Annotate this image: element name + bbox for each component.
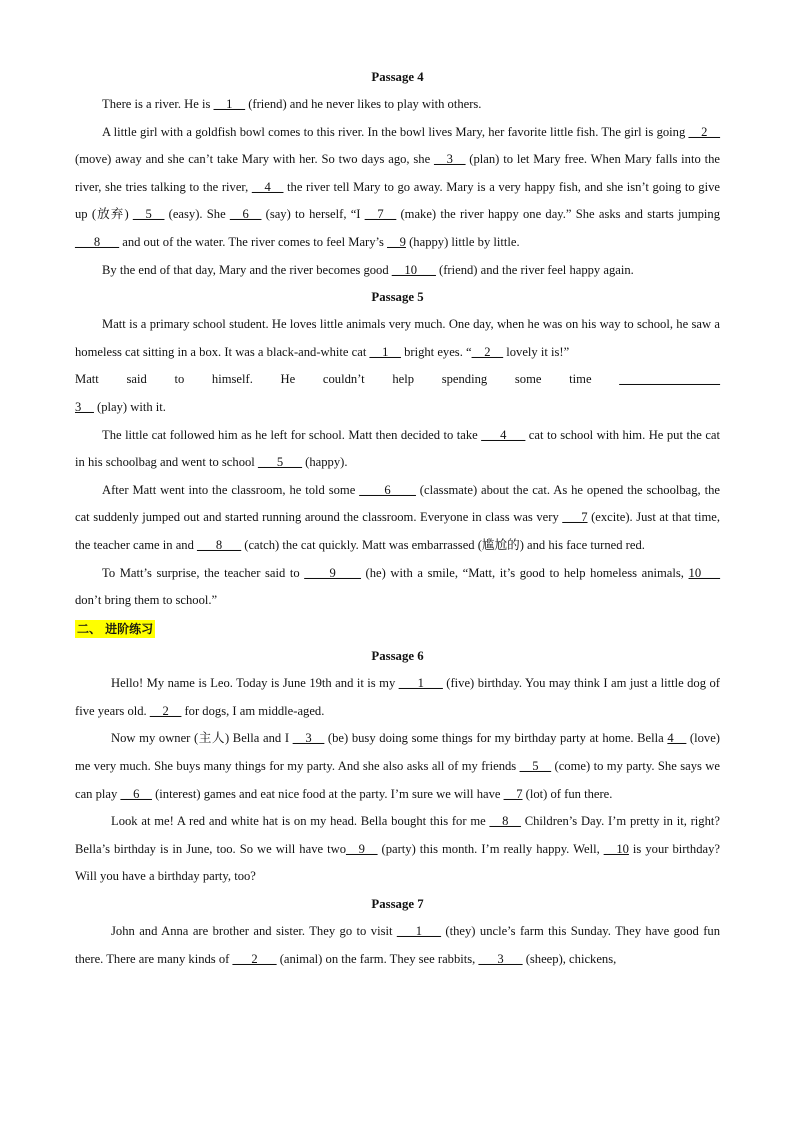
text-segment: After Matt went into the classroom, he told some [102,482,360,497]
text-segment: (friend) and the river feel happy again. [435,262,634,277]
document-page [75,64,720,973]
text-segment: By the end of that day, Mary and the river becomes good [102,262,392,277]
passage-7-paragraph-1 [75,918,720,973]
blank: __5__ [132,207,165,222]
text-segment: (interest) games and eat nice food at the party. I’m sure we will have [151,786,504,801]
text-segment: the river tell Mary to go away. Mary is a very happy fish, and she isn’t going to give up (放弃) [75,179,720,222]
passage-4-paragraph-3 [75,257,720,285]
text-segment: Look at me! A red and white hat is on my head. Bella bought this for me [111,814,490,829]
passage-5-paragraph-1-end [75,394,720,422]
blank: __6__ [120,786,152,801]
blank: __7__ [364,207,397,222]
text-segment: Hello! My name is Leo. Today is June 19th and it is my [111,676,399,691]
passage-4-paragraph-1 [75,91,720,119]
blank: 10___ [688,565,721,580]
blank: __10___ [391,262,436,277]
text-segment: (animal) on the farm. They see rabbits, [276,951,479,966]
text-segment: John and Anna are brother and sister. They go to visit [111,924,397,939]
text-segment: A little girl with a goldfish bowl comes to this river. In the bowl lives Mary, her favorite little fish. The girl is going [102,124,689,139]
passage-5-paragraph-1 [75,311,720,366]
blank: ____6____ [359,482,416,497]
text-segment: (five) birthday. You may think I am just a little dog of five years old. [75,676,720,718]
passage-5-paragraph-2 [75,422,720,477]
text-segment: (come) to my party. She says we can play [75,759,720,801]
blank: __4__ [251,179,284,194]
blank: ________________ [619,372,720,387]
blank: __7 [503,786,523,801]
blank: ___7 [562,510,588,525]
blank: ___1___ [396,924,441,939]
blank: __10 [603,841,629,856]
text-segment: Now my owner (主人) Bella and I [111,731,293,746]
blank: __9 [387,234,406,249]
text-segment: lovely it is!” [503,344,570,359]
text-segment: (easy). She [164,207,230,222]
text-segment: Matt said to himself. He couldn’t help spending some time [75,372,592,387]
blank: __5__ [519,759,552,774]
blank: ___8___ [75,234,120,249]
text-segment: There is a river. He is [102,97,214,111]
text-segment: (he) with a smile, “Matt, it’s good to help homeless animals, [360,565,689,580]
text-segment: (friend) and he never likes to play with others. [245,97,482,111]
blank: __6__ [229,207,262,222]
text-segment: (move) away and she can’t take Mary with her. So two days ago, she [75,152,434,167]
text-segment: (play) with it. [93,399,166,414]
text-segment: (plan) to let Mary free. When Mary falls into the river, she tries talking to the river, [75,152,720,194]
blank: ___2___ [232,951,277,966]
blank: __3__ [292,731,325,746]
blank: __8__ [489,814,521,829]
text-segment: (classmate) about the cat. As he opened the schoolbag, the cat suddenly jumped out and started running around the classroom. Everyone in class was very [75,482,720,525]
blank: ____9____ [304,565,361,580]
text-segment: is your birthday? Will you have a birthday party, too? [75,841,721,884]
passage-7-title: Passage 7 [371,897,424,912]
passage-5-paragraph-3 [75,477,720,560]
text-segment: (catch) the cat quickly. Matt was embarrassed (尴尬的) and his face turned red. [241,537,645,552]
text-segment: (lot) of fun there. [522,786,613,801]
passage-6-paragraph-2 [75,725,720,808]
text-segment: (sheep), chickens, [522,951,617,966]
blank: __3__ [434,152,466,167]
text-segment: bright eyes. “ [400,344,472,359]
text-segment: (be) busy doing some things for my birthday party at home. Bella [324,731,668,746]
text-segment: The little cat followed him as he left for school. Matt then decided to take [102,427,482,442]
text-segment: (happy). [302,455,348,470]
text-segment: don’t bring them to school.” [75,593,218,608]
passage-5-title: Passage 5 [371,290,424,305]
passage-6-paragraph-1 [75,670,720,725]
blank: __1__ [213,97,246,111]
text-segment: (make) the river happy one day.” She asks and starts jumping [396,207,721,222]
passage-6-paragraph-3 [75,808,720,891]
passage-5-paragraph-1-cont [75,366,720,394]
blank: __2__ [688,124,720,139]
passage-4-title: Passage 4 [371,70,424,84]
text-segment: Children’s Day. I’m pretty in it, right? Bella’s birthday is in June, too. So we will have two [75,814,720,856]
blank: ___4___ [481,427,526,442]
passage-6-title: Passage 6 [371,649,424,664]
blank: ___8___ [197,537,242,552]
text-segment: (love) me very much. She buys many things for my party. And she also asks all of my friends [75,731,720,774]
blank: __2__ [149,703,182,718]
blank: ___3___ [478,951,523,966]
text-segment: Matt is a primary school student. He loves little animals very much. One day, when he was on his way to school, he saw a homeless cat sitting in a box. It was a black-and-white cat [75,317,720,359]
text-segment: To Matt’s surprise, the teacher said to [102,565,305,580]
text-segment: cat to school with him. He put the cat in his schoolbag and went to school [75,427,720,470]
blank: __9__ [346,841,378,856]
text-segment: (party) this month. I’m really happy. Well, [377,841,604,856]
blank: ___5___ [257,455,303,470]
blank: 4__ [667,731,687,746]
text-segment: (excite). Just at that time, the teacher came in and [75,510,720,552]
blank: __1__ [369,344,401,359]
text-segment: for dogs, I am middle-aged. [181,703,325,718]
section-header: 二、 进阶练习 [77,621,154,636]
passage-5-paragraph-4 [75,560,720,615]
blank: ___1___ [398,676,443,691]
passage-4-paragraph-2 [75,119,720,257]
blank: __2__ [471,344,504,359]
text-segment: (happy) little by little. [405,234,520,249]
text-segment: and out of the water. The river comes to feel Mary’s [119,234,388,249]
text-segment: (say) to herself, “I [261,207,365,222]
blank: 3__ [75,399,94,414]
text-segment: (they) uncle’s farm this Sunday. They have good fun there. There are many kinds of [75,924,721,966]
